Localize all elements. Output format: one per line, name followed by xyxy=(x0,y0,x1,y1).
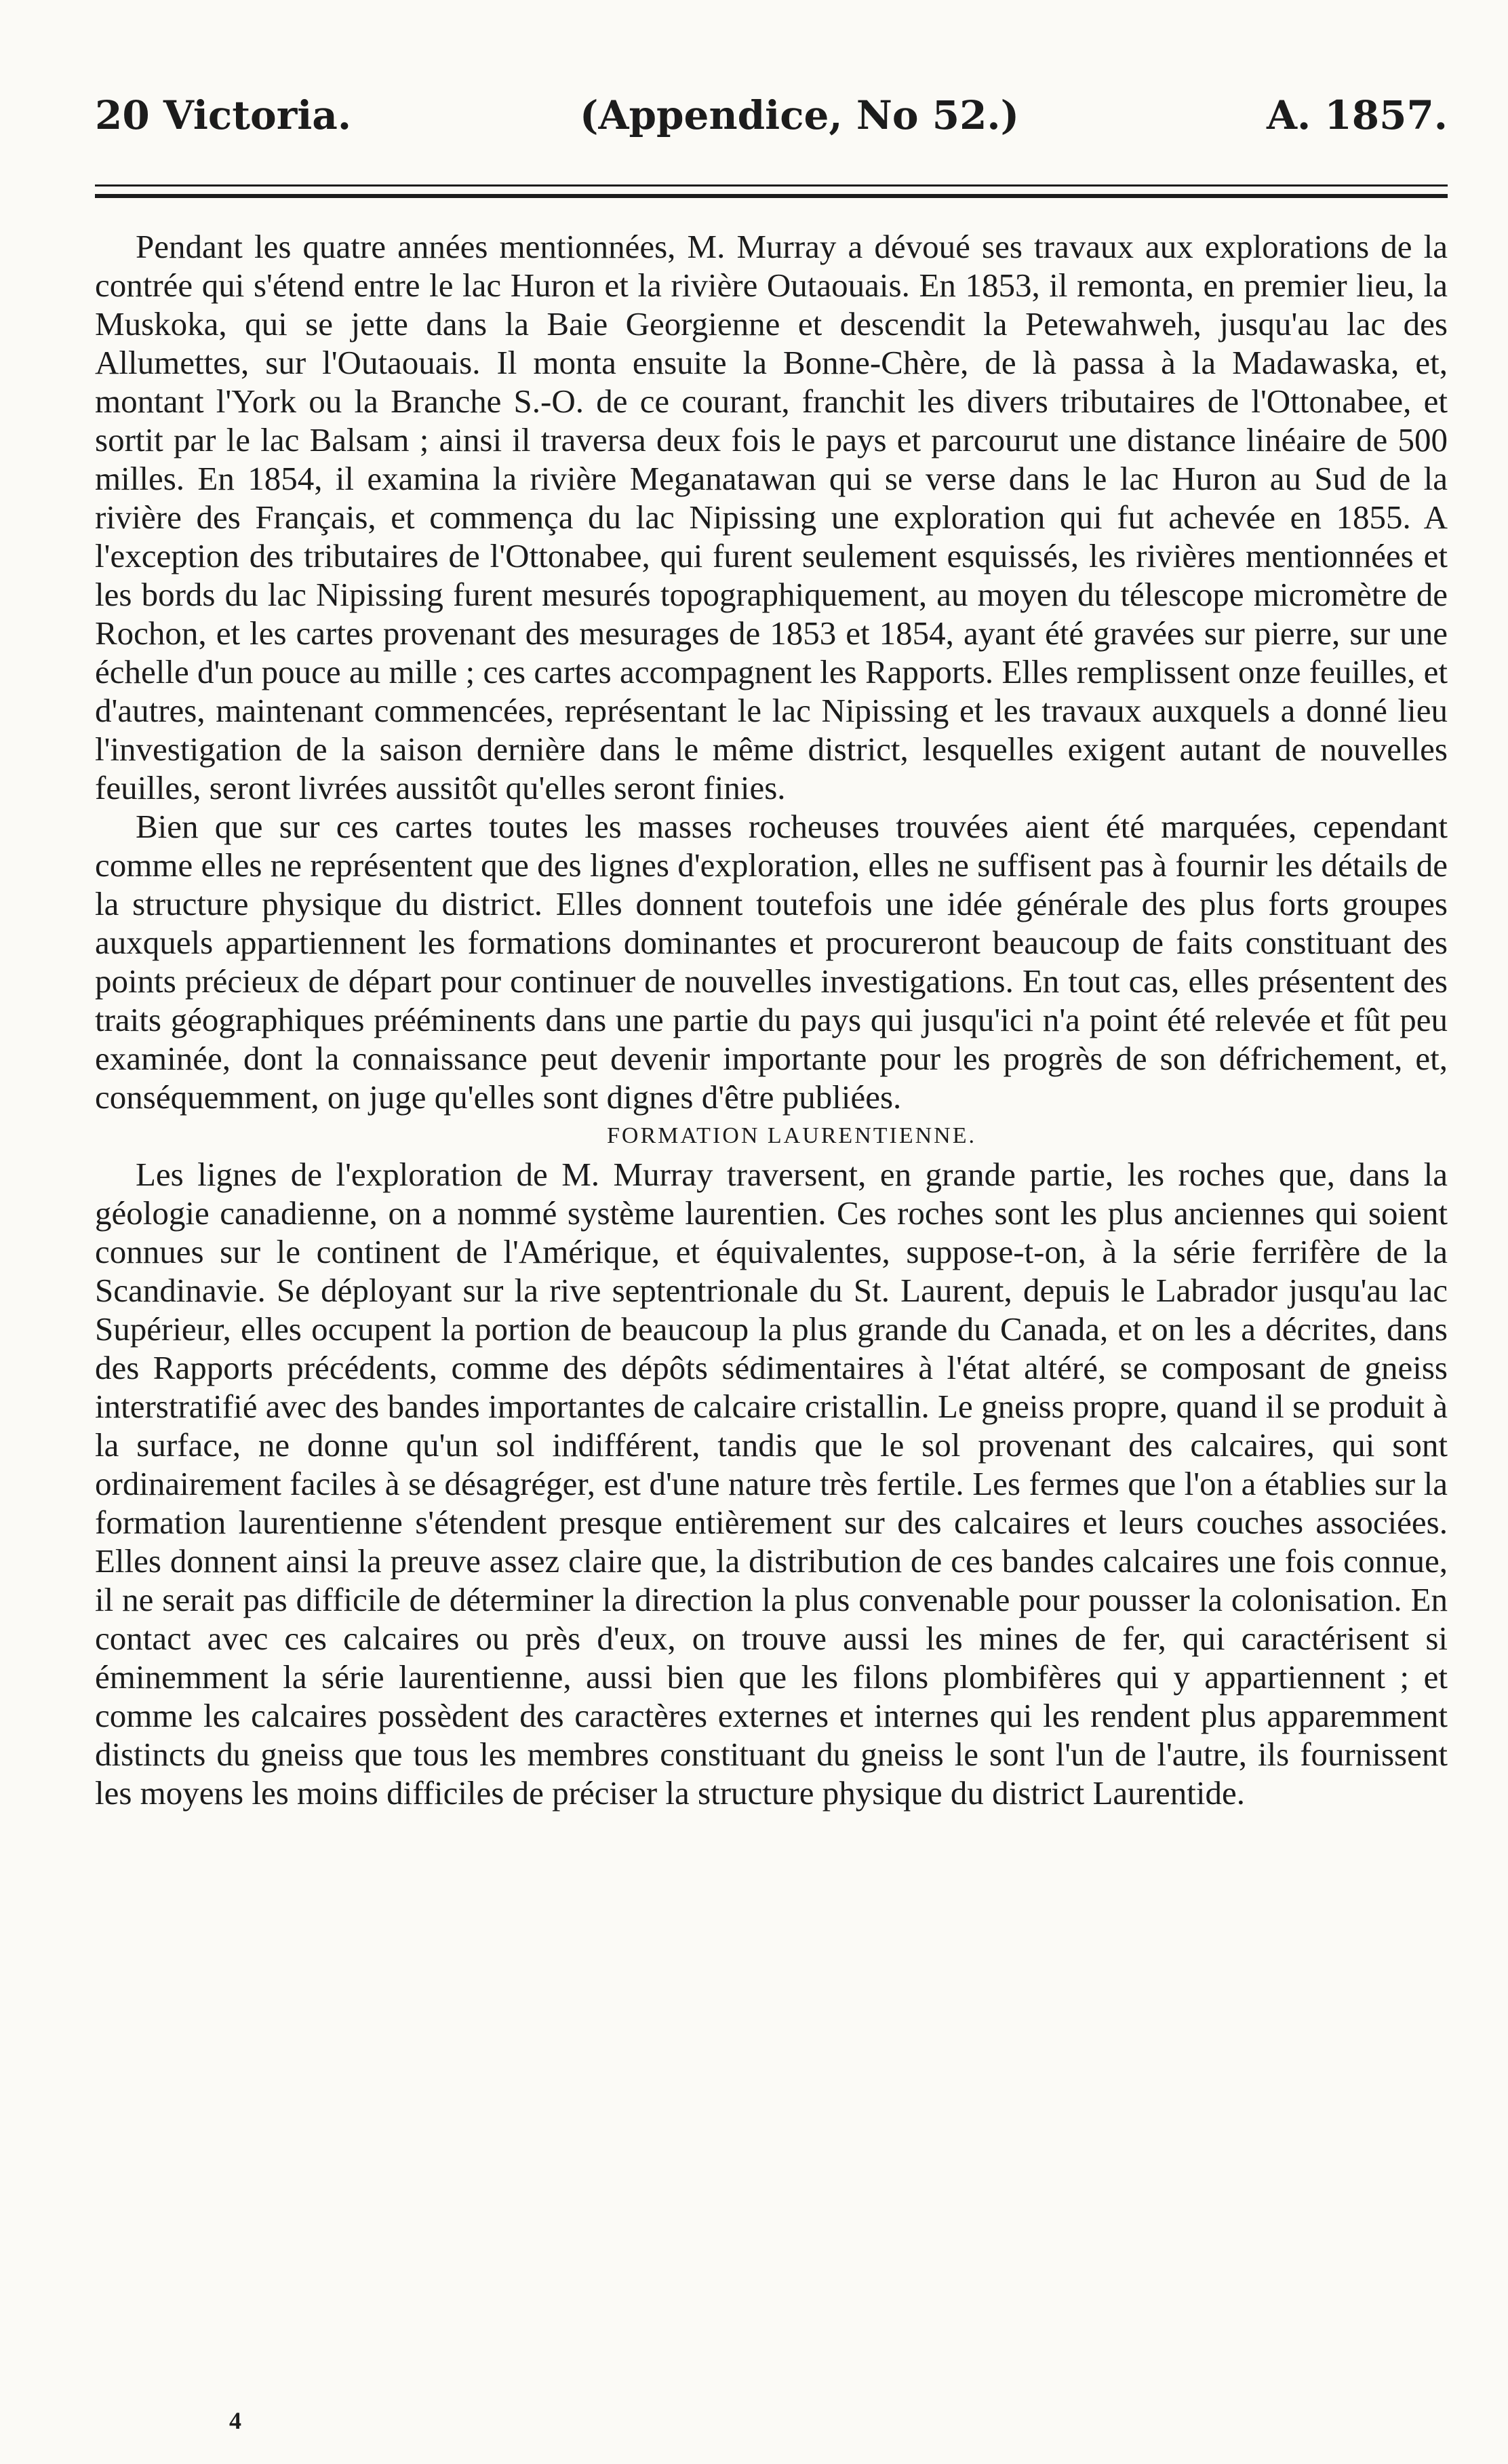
running-header xyxy=(95,81,1448,149)
header-appendix: (Appendice, No 52.) xyxy=(580,92,1020,138)
page-number: 4 xyxy=(229,2407,241,2434)
header-rule-thin xyxy=(95,184,1448,187)
document-body xyxy=(95,227,1448,1812)
header-session: 20 Victoria. xyxy=(95,92,352,138)
paragraph-explorations: Pendant les quatre années mentionnées, M. Murray a dévoué ses travaux aux explorations de la contrée qui s'étend entre le lac Huron et la rivière Outaouais. En 1853, il remonta, en premier lieu, la Muskoka, qui se jette dans la Baie Georgienne et descendit la Petewahweh, jusqu'au lac des Allumettes, sur l'Outaouais. Il monta ensuite la Bonne-Chère, de là passa à la Madawaska, et, montant l'York ou la Branche S.-O. de ce courant, franchit les divers tributaires de l'Ottonabee, et sortit par le lac Balsam ; ainsi il traversa deux fois le pays et parcourut une distance linéaire de 500 milles. En 1854, il examina la rivière Meganatawan qui se verse dans le lac Huron au Sud de la rivière des Français, et commença du lac Nipissing une exploration qui fut achevée en 1855. A l'exception des tributaires de l'Ottonabee, qui furent seulement esquissés, les rivières mentionnées et les bords du lac Nipissing furent mesurés topographiquement, au moyen du télescope micromètre de Rochon, et les cartes provenant des mesurages de 1853 et 1854, ayant été gravées sur pierre, sur une échelle d'un pouce au mille ; ces cartes accompagnent les Rapports. Elles remplissent onze feuilles, et d'autres, maintenant commencées, représentant le lac Nipissing et les travaux auxquels a donné lieu l'investigation de la saison dernière dans le même district, lesquelles exigent autant de nouvelles feuilles, seront livrées aussitôt qu'elles seront finies. xyxy=(95,228,1448,806)
header-year: A. 1857. xyxy=(1266,92,1448,138)
section-heading: FORMATION LAURENTIENNE. xyxy=(607,1123,976,1148)
document-page xyxy=(95,81,1448,2434)
paragraph-maps: Bien que sur ces cartes toutes les masses rocheuses trouvées aient été marquées, cependant comme elles ne représentent que des lignes d'exploration, elles ne suffisent pas à fournir les détails de la structure physique du district. Elles donnent toutefois une idée générale des plus forts groupes auxquels appartiennent les formations dominantes et procureront beaucoup de faits constituant des points précieux de départ pour continuer de nouvelles investigations. En tout cas, elles présentent des traits géographiques prééminents dans une partie du pays qui jusqu'ici n'a point été relevée et fût peu examinée, dont la connaissance peut devenir importante pour les progrès de son défrichement, et, conséquemment, on juge qu'elles sont dignes d'être publiées. xyxy=(95,808,1448,1116)
header-rule-thick xyxy=(95,194,1448,198)
paragraph-laurentian: Les lignes de l'exploration de M. Murray traversent, en grande partie, les roches que, dans la géologie canadienne, on a nommé système laurentien. Ces roches sont les plus anciennes qui soient connues sur le continent de l'Amérique, et équivalentes, suppose-t-on, à la série ferrifère de la Scandinavie. Se déployant sur la rive septentrionale du St. Laurent, depuis le Labrador jusqu'au lac Supérieur, elles occupent la portion de beaucoup la plus grande du Canada, et on les a décrites, dans des Rapports précédents, comme des dépôts sédimentaires à l'état altéré, se composant de gneiss interstratifié avec des bandes importantes de calcaire cristallin. Le gneiss propre, quand il se produit à la surface, ne donne qu'un sol indifférent, tandis que le sol provenant des calcaires, qui sont ordinairement faciles à se désagréger, est d'une nature très fertile. Les fermes que l'on a établies sur la formation laurentienne s'étendent presque entièrement sur des calcaires et leurs couches associées. Elles donnent ainsi la preuve assez claire que, la distribution de ces bandes calcaires une fois connue, il ne serait pas difficile de déterminer la direction la plus convenable pour pousser la colonisation. En contact avec ces calcaires ou près d'eux, on trouve aussi les mines de fer, qui caractérisent si éminemment la série laurentienne, aussi bien que les filons plombifères qui y appartiennent ; et comme les calcaires possèdent des caractères externes et internes qui les rendent plus apparemment distincts du gneiss que tous les membres constituant du gneiss le sont l'un de l'autre, ils fournissent les moyens les moins difficiles de préciser la structure physique du district Laurentide. xyxy=(95,1156,1448,1812)
